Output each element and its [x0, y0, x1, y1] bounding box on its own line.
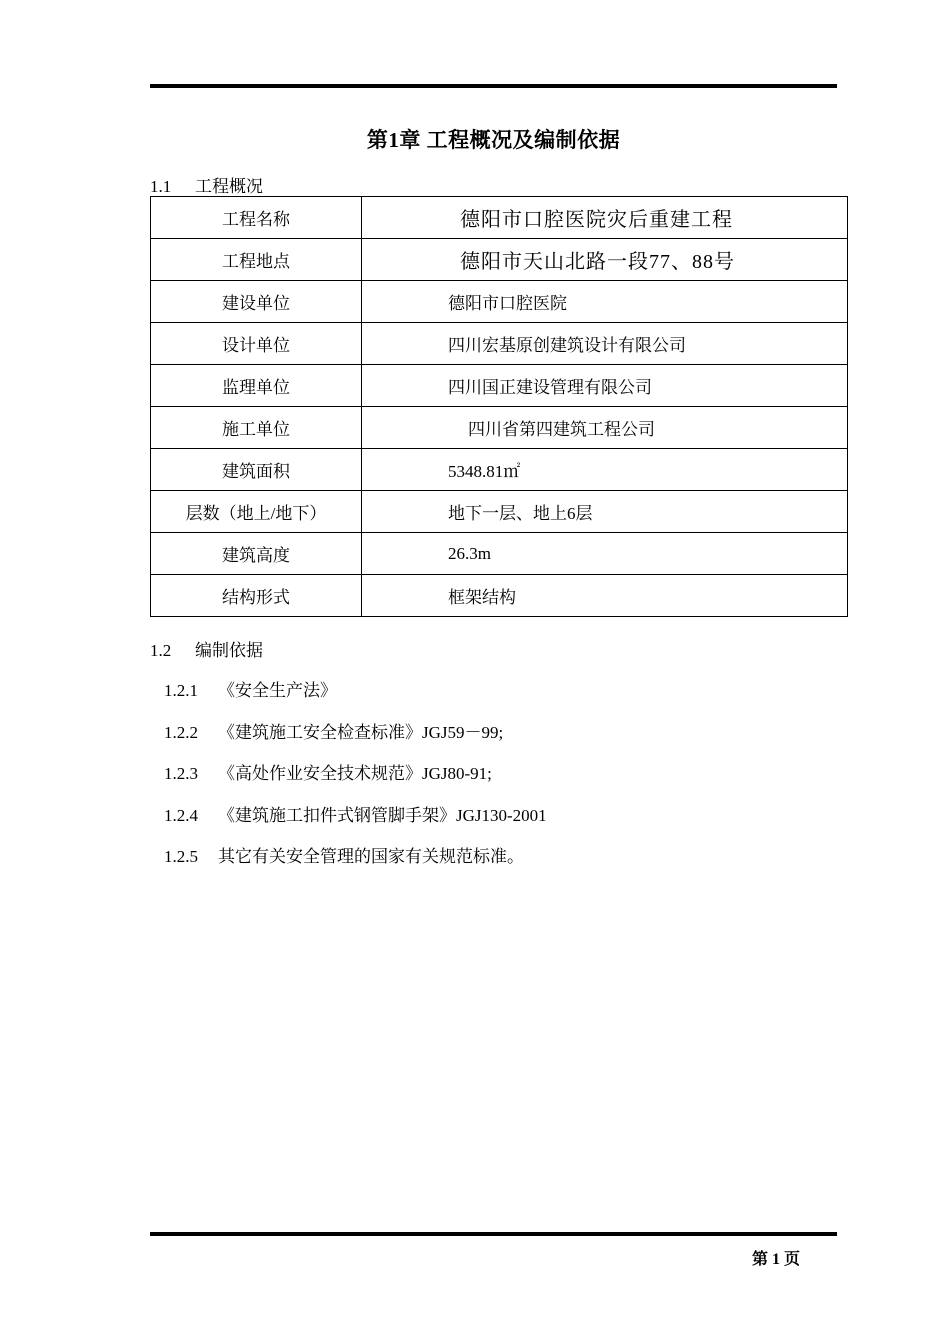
- table-row: [151, 533, 848, 575]
- list-item: [164, 759, 547, 801]
- table-row: [151, 491, 848, 533]
- section-number: 1.2: [150, 641, 172, 660]
- table-row: [151, 197, 848, 239]
- row-value: 德阳市口腔医院: [362, 281, 848, 323]
- row-label: 建筑高度: [151, 533, 362, 575]
- item-text: 《建筑施工安全检查标准》JGJ59－99;: [218, 722, 504, 742]
- chapter-title: 第1章 工程概况及编制依据: [366, 128, 621, 152]
- table-row: [151, 365, 848, 407]
- item-number: 1.2.4: [164, 805, 198, 825]
- item-text: 《建筑施工扣件式钢管脚手架》JGJ130-2001: [218, 805, 547, 825]
- row-value: 地下一层、地上6层: [362, 491, 848, 533]
- row-value: 四川宏基原创建筑设计有限公司: [362, 323, 848, 365]
- project-info-table: [150, 196, 848, 617]
- row-label: 建筑面积: [151, 449, 362, 491]
- row-value: 四川国正建设管理有限公司: [362, 365, 848, 407]
- section-heading-overview: [150, 172, 263, 197]
- list-item: [164, 801, 547, 843]
- row-value: 5348.81㎡: [362, 449, 848, 491]
- section-heading-basis: [150, 636, 263, 661]
- row-label: 工程名称: [151, 197, 362, 239]
- table-row: [151, 281, 848, 323]
- item-number: 1.2.3: [164, 764, 198, 783]
- item-number: 1.2.2: [164, 722, 198, 742]
- row-label: 施工单位: [151, 407, 362, 449]
- row-value: 德阳市天山北路一段77、88号: [362, 239, 848, 281]
- table-row: [151, 323, 848, 365]
- page-number: 第 1 页: [752, 1251, 801, 1268]
- header-rule: [150, 84, 837, 88]
- list-item: [164, 718, 547, 760]
- footer-rule: [150, 1232, 837, 1236]
- item-number: 1.2.1: [164, 681, 198, 700]
- item-number: 1.2.5: [164, 847, 198, 866]
- table-row: [151, 239, 848, 281]
- table-row: [151, 449, 848, 491]
- item-text: 《安全生产法》: [218, 681, 337, 700]
- row-label: 监理单位: [151, 365, 362, 407]
- table-row: [151, 575, 848, 617]
- row-label: 建设单位: [151, 281, 362, 323]
- section-number: 1.1: [150, 177, 172, 196]
- row-label: 结构形式: [151, 575, 362, 617]
- item-text: 《高处作业安全技术规范》JGJ80-91;: [218, 764, 492, 783]
- list-item: [164, 676, 547, 718]
- row-value: 四川省第四建筑工程公司: [362, 407, 848, 449]
- row-label: 层数（地上/地下）: [151, 491, 362, 533]
- row-value: 26.3m: [362, 533, 848, 575]
- row-label: 工程地点: [151, 239, 362, 281]
- section-title: 工程概况: [195, 177, 263, 196]
- basis-list: [164, 676, 547, 884]
- row-label: 设计单位: [151, 323, 362, 365]
- row-value: 德阳市口腔医院灾后重建工程: [362, 197, 848, 239]
- list-item: [164, 842, 547, 884]
- table-row: [151, 407, 848, 449]
- row-value: 框架结构: [362, 575, 848, 617]
- item-text: 其它有关安全管理的国家有关规范标准。: [218, 847, 524, 866]
- section-title: 编制依据: [195, 641, 263, 660]
